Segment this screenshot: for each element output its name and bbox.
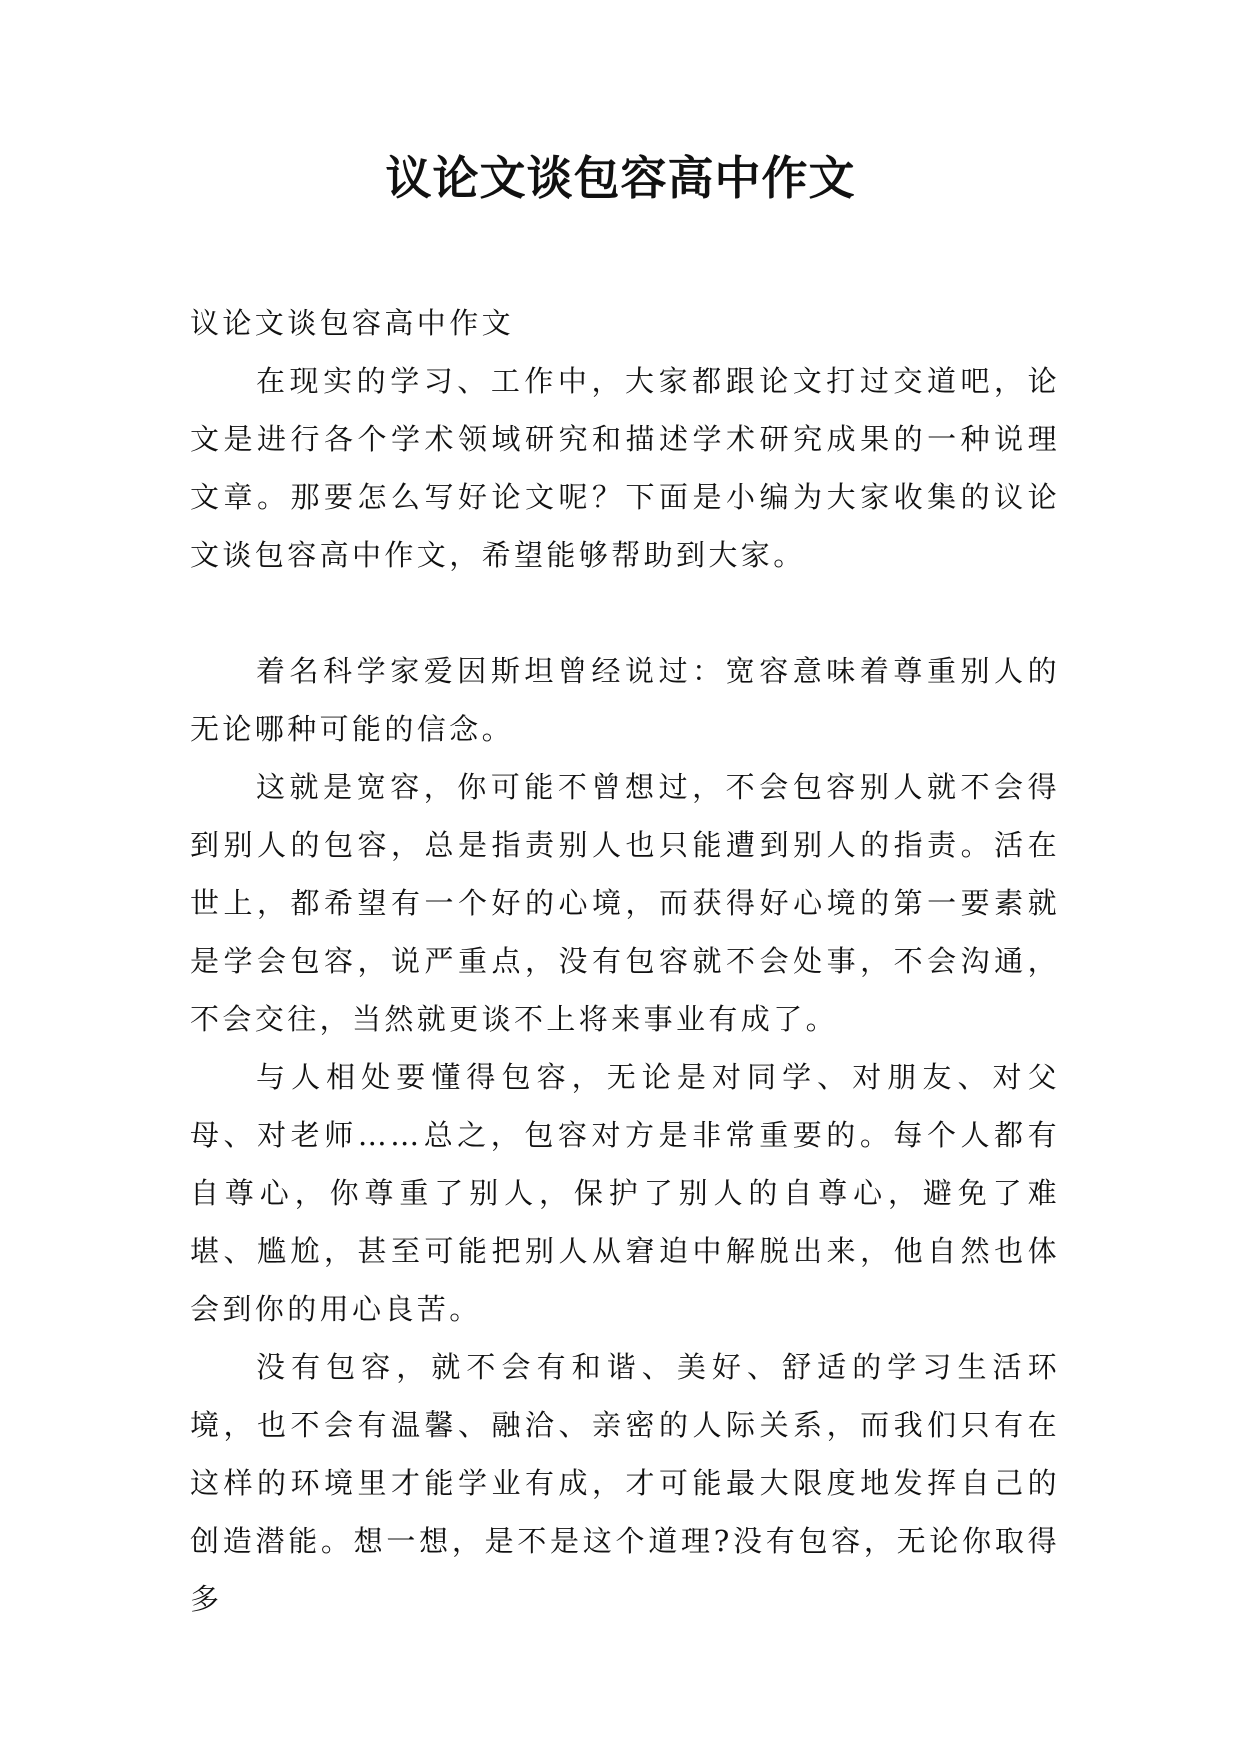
- body-paragraph: 与人相处要懂得包容，无论是对同学、对朋友、对父母、对老师……总之，包容对方是非常重要的。每个人都有自尊心，你尊重了别人，保护了别人的自尊心，避免了难堪、尴尬，甚至可能把别人从窘迫中解脱出来，他自然也体会到你的用心良苦。: [190, 1060, 1060, 1326]
- intro-paragraph: 在现实的学习、工作中，大家都跟论文打过交道吧，论文是进行各个学术领域研究和描述学术研究成果的一种说理文章。那要怎么写好论文呢？下面是小编为大家收集的议论文谈包容高中作文，希望能够帮助到大家。: [190, 364, 1060, 572]
- body-paragraph: 着名科学家爱因斯坦曾经说过：宽容意味着尊重别人的无论哪种可能的信念。: [190, 654, 1060, 746]
- document-body: [190, 294, 1060, 1628]
- paragraph-gap: [190, 584, 1060, 642]
- body-paragraph: 没有包容，就不会有和谐、美好、舒适的学习生活环境，也不会有温馨、融洽、亲密的人际关系，而我们只有在这样的环境里才能学业有成，才可能最大限度地发挥自己的创造潜能。想一想，是不是这个道理?没有包容，无论你取得多: [190, 1350, 1060, 1616]
- body-paragraph: 这就是宽容，你可能不曾想过，不会包容别人就不会得到别人的包容，总是指责别人也只能遭到别人的指责。活在世上，都希望有一个好的心境，而获得好心境的第一要素就是学会包容，说严重点，没有包容就不会处事，不会沟通，不会交往，当然就更谈不上将来事业有成了。: [190, 770, 1060, 1036]
- document-title: 议论文谈包容高中作文: [385, 151, 856, 205]
- document-subtitle: 议论文谈包容高中作文: [190, 306, 515, 340]
